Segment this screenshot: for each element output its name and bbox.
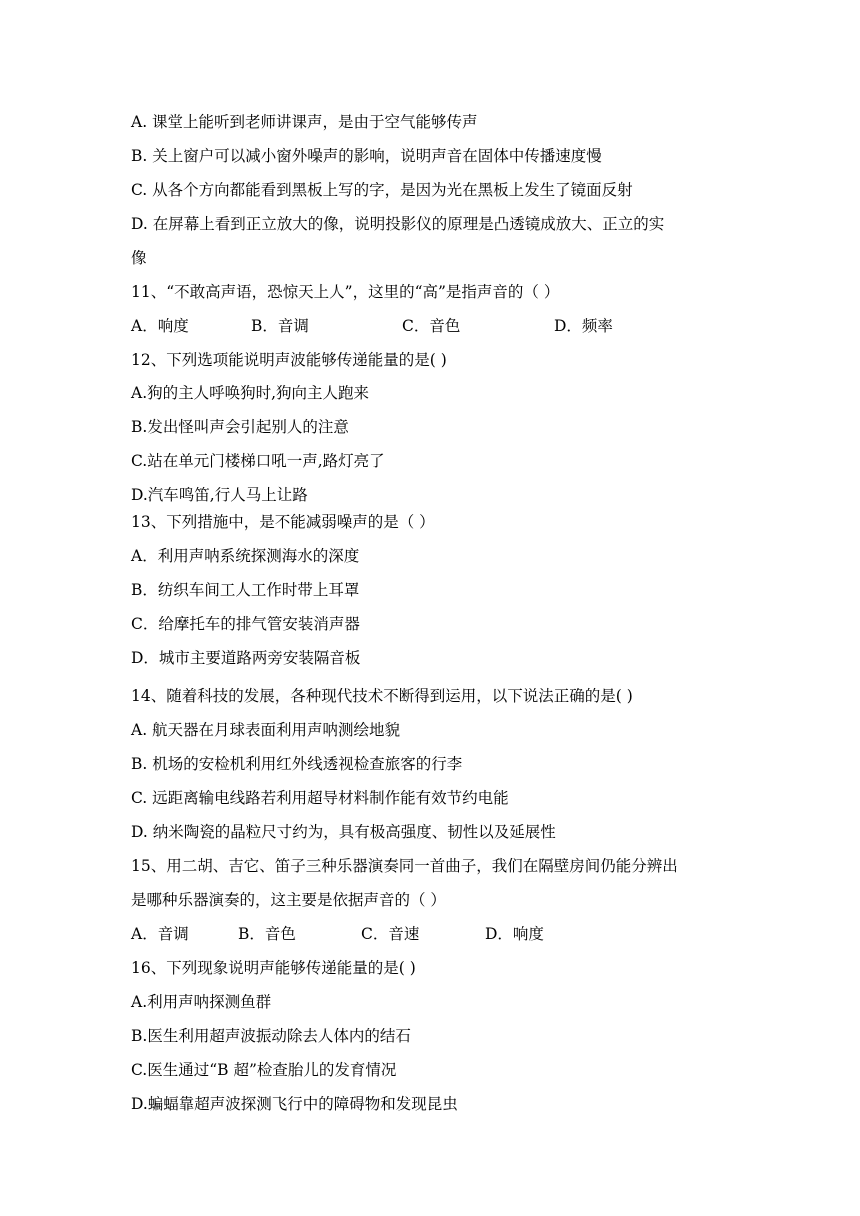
q12-stem: 12、下列选项能说明声波能够传递能量的是( ) [131,351,447,369]
q15-option-b: B．音色 [238,925,296,943]
q16-option-a: A.利用声呐探测鱼群 [131,993,272,1011]
q11-option-b: B．音调 [251,317,309,335]
q13-option-a: A．利用声呐系统探测海水的深度 [131,547,360,565]
q12-option-a: A.狗的主人呼唤狗时,狗向主人跑来 [131,384,370,402]
q13-option-c: C．给摩托车的排气管安装消声器 [131,615,360,633]
q14-option-b: B. 机场的安检机利用红外线透视检查旅客的行李 [131,755,463,773]
q11-stem: 11、“不敢高声语，恐惊天上人”，这里的“高”是指声音的（ ） [131,283,560,301]
q15-option-d: D．响度 [485,925,544,943]
q16-stem: 16、下列现象说明声能够传递能量的是( ) [131,959,416,977]
q10-option-a: A. 课堂上能听到老师讲课声，是由于空气能够传声 [131,113,478,131]
q15-option-a: A．音调 [131,925,189,943]
q11-option-c: C．音色 [402,317,461,335]
q11-option-a: A．响度 [131,317,189,335]
q13-stem: 13、下列措施中，是不能减弱噪声的是（ ） [131,513,435,531]
q16-option-d: D.蝙蝠靠超声波探测飞行中的障碍物和发现昆虫 [131,1095,458,1113]
q13-option-d: D．城市主要道路两旁安装隔音板 [131,649,361,667]
q15-option-c: C．音速 [361,925,420,943]
q14-option-d: D. 纳米陶瓷的晶粒尺寸约为，具有极高强度、韧性以及延展性 [131,823,556,841]
q10-option-d: D. 在屏幕上看到正立放大的像，说明投影仪的原理是凸透镜成放大、正立的实 [131,215,665,233]
q12-option-d: D.汽车鸣笛,行人马上让路 [131,486,308,504]
q16-option-b: B.医生利用超声波振动除去人体内的结石 [131,1027,411,1045]
q16-option-c: C.医生通过“B 超”检查胎儿的发育情况 [131,1061,397,1079]
q14-option-a: A. 航天器在月球表面利用声呐测绘地貌 [131,721,401,739]
q14-option-c: C. 远距离输电线路若利用超导材料制作能有效节约电能 [131,789,509,807]
q15-stem-line-2: 是哪种乐器演奏的，这主要是依据声音的（ ） [131,891,446,909]
q11-option-d: D．频率 [554,317,613,335]
q13-option-b: B．纺织车间工人工作时带上耳罩 [131,581,360,599]
q14-stem: 14、随着科技的发展，各种现代技术不断得到运用，以下说法正确的是( ) [131,687,633,705]
q10-option-c: C. 从各个方向都能看到黑板上写的字，是因为光在黑板上发生了镜面反射 [131,181,633,199]
q12-option-c: C.站在单元门楼梯口吼一声,路灯亮了 [131,452,385,470]
q15-stem-line-1: 15、用二胡、吉它、笛子三种乐器演奏同一首曲子，我们在隔壁房间仍能分辨出 [131,857,678,875]
q10-option-d-continued: 像 [131,249,147,267]
q10-option-b: B. 关上窗户可以减小窗外噪声的影响，说明声音在固体中传播速度慢 [131,147,602,165]
q12-option-b: B.发出怪叫声会引起别人的注意 [131,418,349,436]
